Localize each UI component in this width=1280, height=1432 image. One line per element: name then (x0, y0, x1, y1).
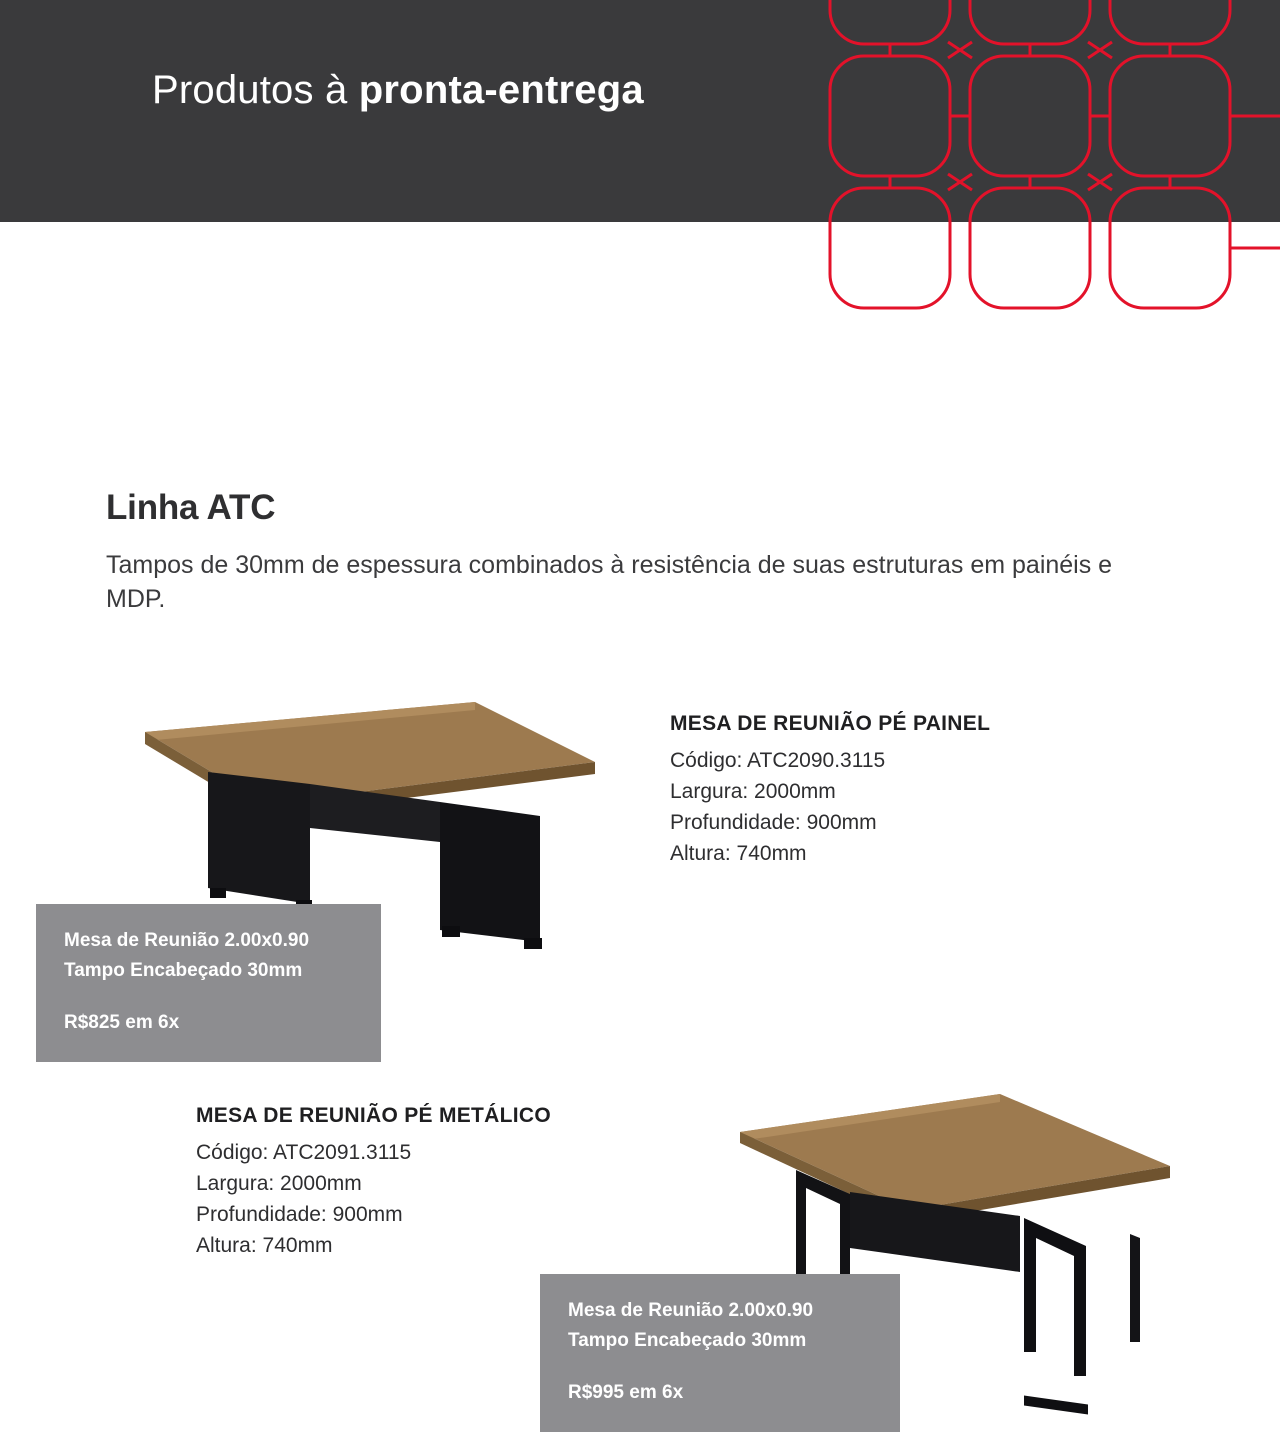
product-1-tag-line-1: Mesa de Reunião 2.00x0.90 (64, 930, 310, 951)
page-title-light: Produtos à (152, 68, 359, 112)
product-1-width: Largura: 2000mm (670, 780, 836, 803)
product-2-price: R$995 em 6x (568, 1382, 684, 1403)
line-description: Tampos de 30mm de espessura combinados à resistência de suas estruturas em painéis e MDP. (106, 551, 1113, 613)
product-1-name: MESA DE REUNIÃO PÉ PAINEL (670, 712, 991, 735)
line-title: Linha ATC (106, 488, 276, 527)
product-1-tag-line-2: Tampo Encabeçado 30mm (64, 960, 303, 981)
product-2-specs (196, 1104, 551, 1261)
product-1-height: Altura: 740mm (670, 842, 807, 865)
product-1-specs (670, 712, 990, 869)
rounded-grid-pattern-icon (820, 0, 1280, 264)
page-header (0, 0, 1280, 222)
product-2-width: Largura: 2000mm (196, 1172, 362, 1195)
product-2-height: Altura: 740mm (196, 1234, 333, 1257)
page-title-bold: pronta-entrega (358, 68, 644, 112)
product-2-tag-line-2: Tampo Encabeçado 30mm (568, 1330, 807, 1351)
product-1-depth: Profundidade: 900mm (670, 811, 877, 834)
page-title (152, 68, 644, 113)
product-2-depth: Profundidade: 900mm (196, 1203, 403, 1226)
product-2-price-tag (540, 1274, 900, 1432)
product-1-price-tag (36, 904, 381, 1062)
product-2-code: Código: ATC2091.3115 (196, 1141, 412, 1164)
product-1-code: Código: ATC2090.3115 (670, 749, 886, 772)
product-2-name: MESA DE REUNIÃO PÉ METÁLICO (196, 1104, 552, 1127)
product-2-tag-line-1: Mesa de Reunião 2.00x0.90 (568, 1300, 814, 1321)
product-1-price: R$825 em 6x (64, 1012, 180, 1033)
